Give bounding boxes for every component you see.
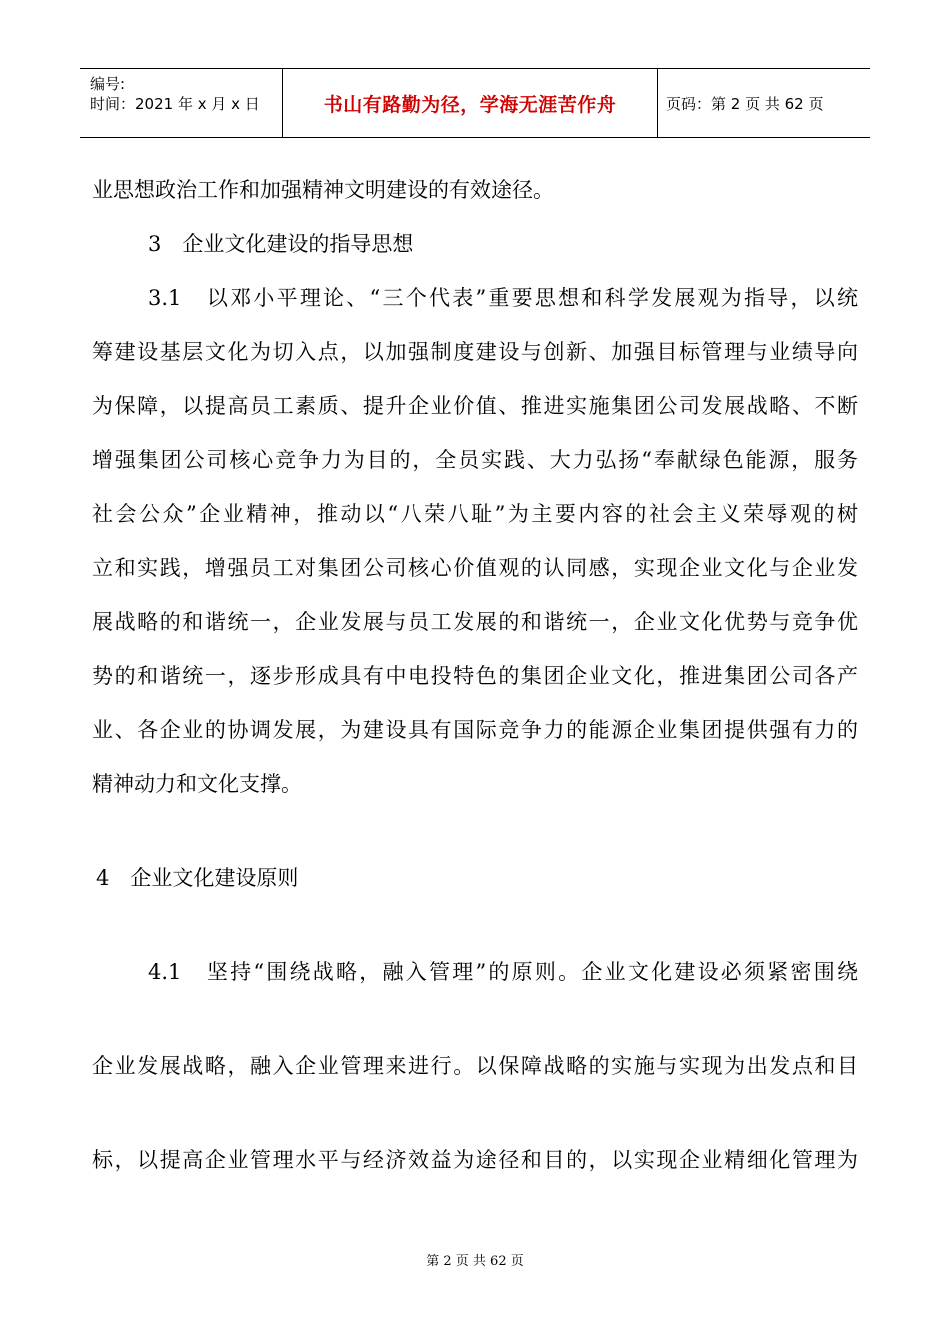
body-line: 业思想政治工作和加强精神文明建设的有效途径。 — [92, 178, 554, 202]
header-motto-cell — [283, 69, 658, 137]
header-motto: 书山有路勤为径，学海无涯苦作舟 — [323, 93, 617, 116]
section-heading: 3 企业文化建设的指导思想 — [148, 232, 414, 256]
page-footer: 第 2 页 共 62 页 — [426, 1254, 524, 1269]
body-line: 业、各企业的协调发展，为建设具有国际竞争力的能源企业集团提供强有力的 — [92, 718, 858, 742]
body-line: 标，以提高企业管理水平与经济效益为途径和目的，以实现企业精细化管理为 — [92, 1148, 858, 1172]
body-line: 为保障，以提高员工素质、提升企业价值、推进实施集团公司发展战略、不断 — [92, 394, 858, 418]
body-line: 势的和谐统一，逐步形成具有中电投特色的集团企业文化，推进集团公司各产 — [92, 664, 858, 688]
header-meta — [80, 69, 283, 137]
body-line: 社会公众”企业精神，推动以“八荣八耻”为主要内容的社会主义荣辱观的树 — [92, 502, 858, 526]
body-line: 3.1 以邓小平理论、“三个代表”重要思想和科学发展观为指导，以统 — [148, 286, 858, 310]
number-label: 编号: — [90, 75, 126, 93]
body-line: 精神动力和文化支撑。 — [92, 772, 302, 796]
body-line: 立和实践，增强员工对集团公司核心价值观的认同感，实现企业文化与企业发 — [92, 556, 858, 580]
header-page-info: 页码：第 2 页 共 62 页 — [666, 94, 824, 113]
body-line: 企业发展战略，融入企业管理来进行。以保障战略的实施与实现为出发点和目 — [92, 1054, 858, 1078]
header-page-cell — [658, 69, 870, 137]
body-line: 筹建设基层文化为切入点，以加强制度建设与创新、加强目标管理与业绩导向 — [92, 340, 858, 364]
body-line: 增强集团公司核心竞争力为目的，全员实践、大力弘扬“奉献绿色能源，服务 — [92, 448, 858, 472]
body-line: 4.1 坚持“围绕战略，融入管理”的原则。企业文化建设必须紧密围绕 — [148, 960, 858, 984]
section-heading: 4 企业文化建设原则 — [96, 866, 299, 890]
document-header — [80, 68, 870, 138]
body-line: 展战略的和谐统一，企业发展与员工发展的和谐统一，企业文化优势与竞争优 — [92, 610, 858, 634]
date-line: 时间：2021 年 x 月 x 日 — [90, 95, 260, 113]
